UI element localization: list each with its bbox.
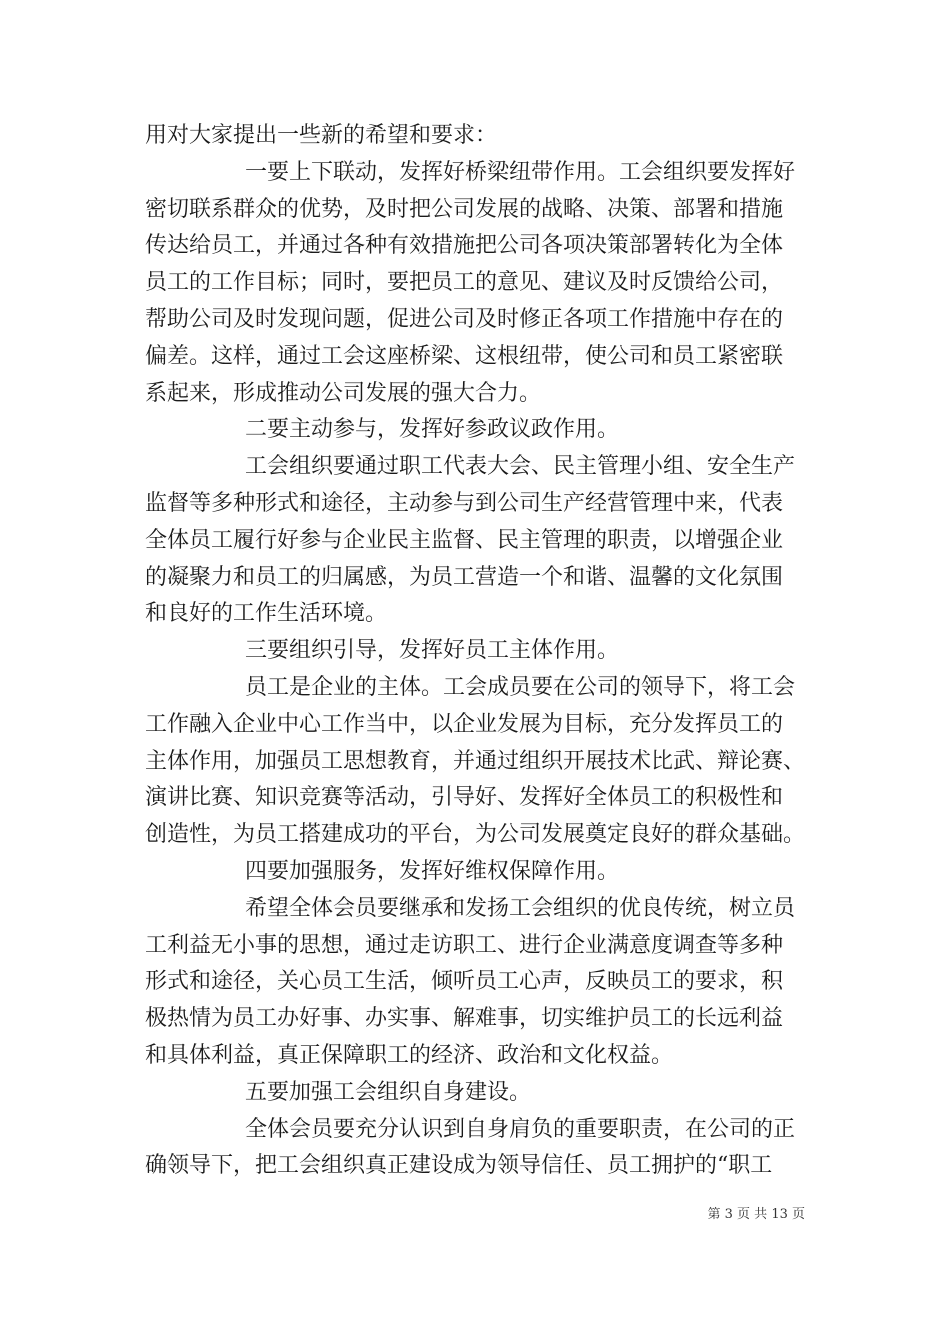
text-line: 全体会员要充分认识到自身肩负的重要职责，在公司的正	[245, 1116, 796, 1142]
text-line: 工会组织要通过职工代表大会、民主管理小组、安全生产	[245, 454, 796, 480]
page-number-footer: 第 3 页 共 13 页	[707, 1207, 805, 1222]
text-line: 演讲比赛、知识竞赛等活动，引导好、发挥好全体员工的积极性和	[145, 785, 784, 811]
text-line: 形式和途径，关心员工生活，倾听员工心声，反映员工的要求，积	[145, 969, 784, 995]
text-line: 和良好的工作生活环境。	[145, 601, 388, 627]
text-line: 员工是企业的主体。工会成员要在公司的领导下，将工会	[245, 674, 796, 700]
text-line: 五要加强工会组织自身建设。	[245, 1079, 532, 1105]
text-line: 三要组织引导，发挥好员工主体作用。	[245, 638, 620, 664]
text-line: 工利益无小事的思想，通过走访职工、进行企业满意度调查等多种	[145, 932, 784, 958]
text-line: 二要主动参与，发挥好参政议政作用。	[245, 417, 620, 443]
text-line: 极热情为员工办好事、办实事、解难事，切实维护员工的长远利益	[145, 1006, 784, 1032]
text-line: 监督等多种形式和途径，主动参与到公司生产经营管理中来，代表	[145, 490, 784, 516]
text-line: 和具体利益，真正保障职工的经济、政治和文化权益。	[145, 1042, 674, 1068]
text-line: 希望全体会员要继承和发扬工会组织的优良传统，树立员	[245, 895, 796, 921]
text-line: 工作融入企业中心工作当中，以企业发展为目标，充分发挥员工的	[145, 711, 784, 737]
text-line: 系起来，形成推动公司发展的强大合力。	[145, 380, 542, 406]
body-text	[145, 118, 813, 1185]
text-line: 主体作用，加强员工思想教育，并通过组织开展技术比武、辩论赛、	[145, 748, 806, 774]
text-line: 全体员工履行好参与企业民主监督、民主管理的职责，以增强企业	[145, 527, 784, 553]
text-line: 确领导下，把工会组织真正建设成为领导信任、员工拥护的“职工	[145, 1153, 773, 1179]
text-line: 传达给员工，并通过各种有效措施把公司各项决策部署转化为全体	[145, 233, 784, 259]
text-line: 偏差。这样，通过工会这座桥梁、这根纽带，使公司和员工紧密联	[145, 343, 784, 369]
text-line: 员工的工作目标；同时，要把员工的意见、建议及时反馈给公司，	[145, 270, 784, 296]
text-line: 一要上下联动，发挥好桥梁纽带作用。工会组织要发挥好	[245, 159, 796, 185]
text-line: 的凝聚力和员工的归属感，为员工营造一个和谐、温馨的文化氛围	[145, 564, 784, 590]
text-line: 创造性，为员工搭建成功的平台，为公司发展奠定良好的群众基础。	[145, 822, 806, 848]
text-line: 四要加强服务，发挥好维权保障作用。	[245, 858, 620, 884]
text-line: 密切联系群众的优势，及时把公司发展的战略、决策、部署和措施	[145, 196, 784, 222]
text-line: 帮助公司及时发现问题，促进公司及时修正各项工作措施中存在的	[145, 306, 784, 332]
text-line: 用对大家提出一些新的希望和要求：	[145, 123, 498, 148]
